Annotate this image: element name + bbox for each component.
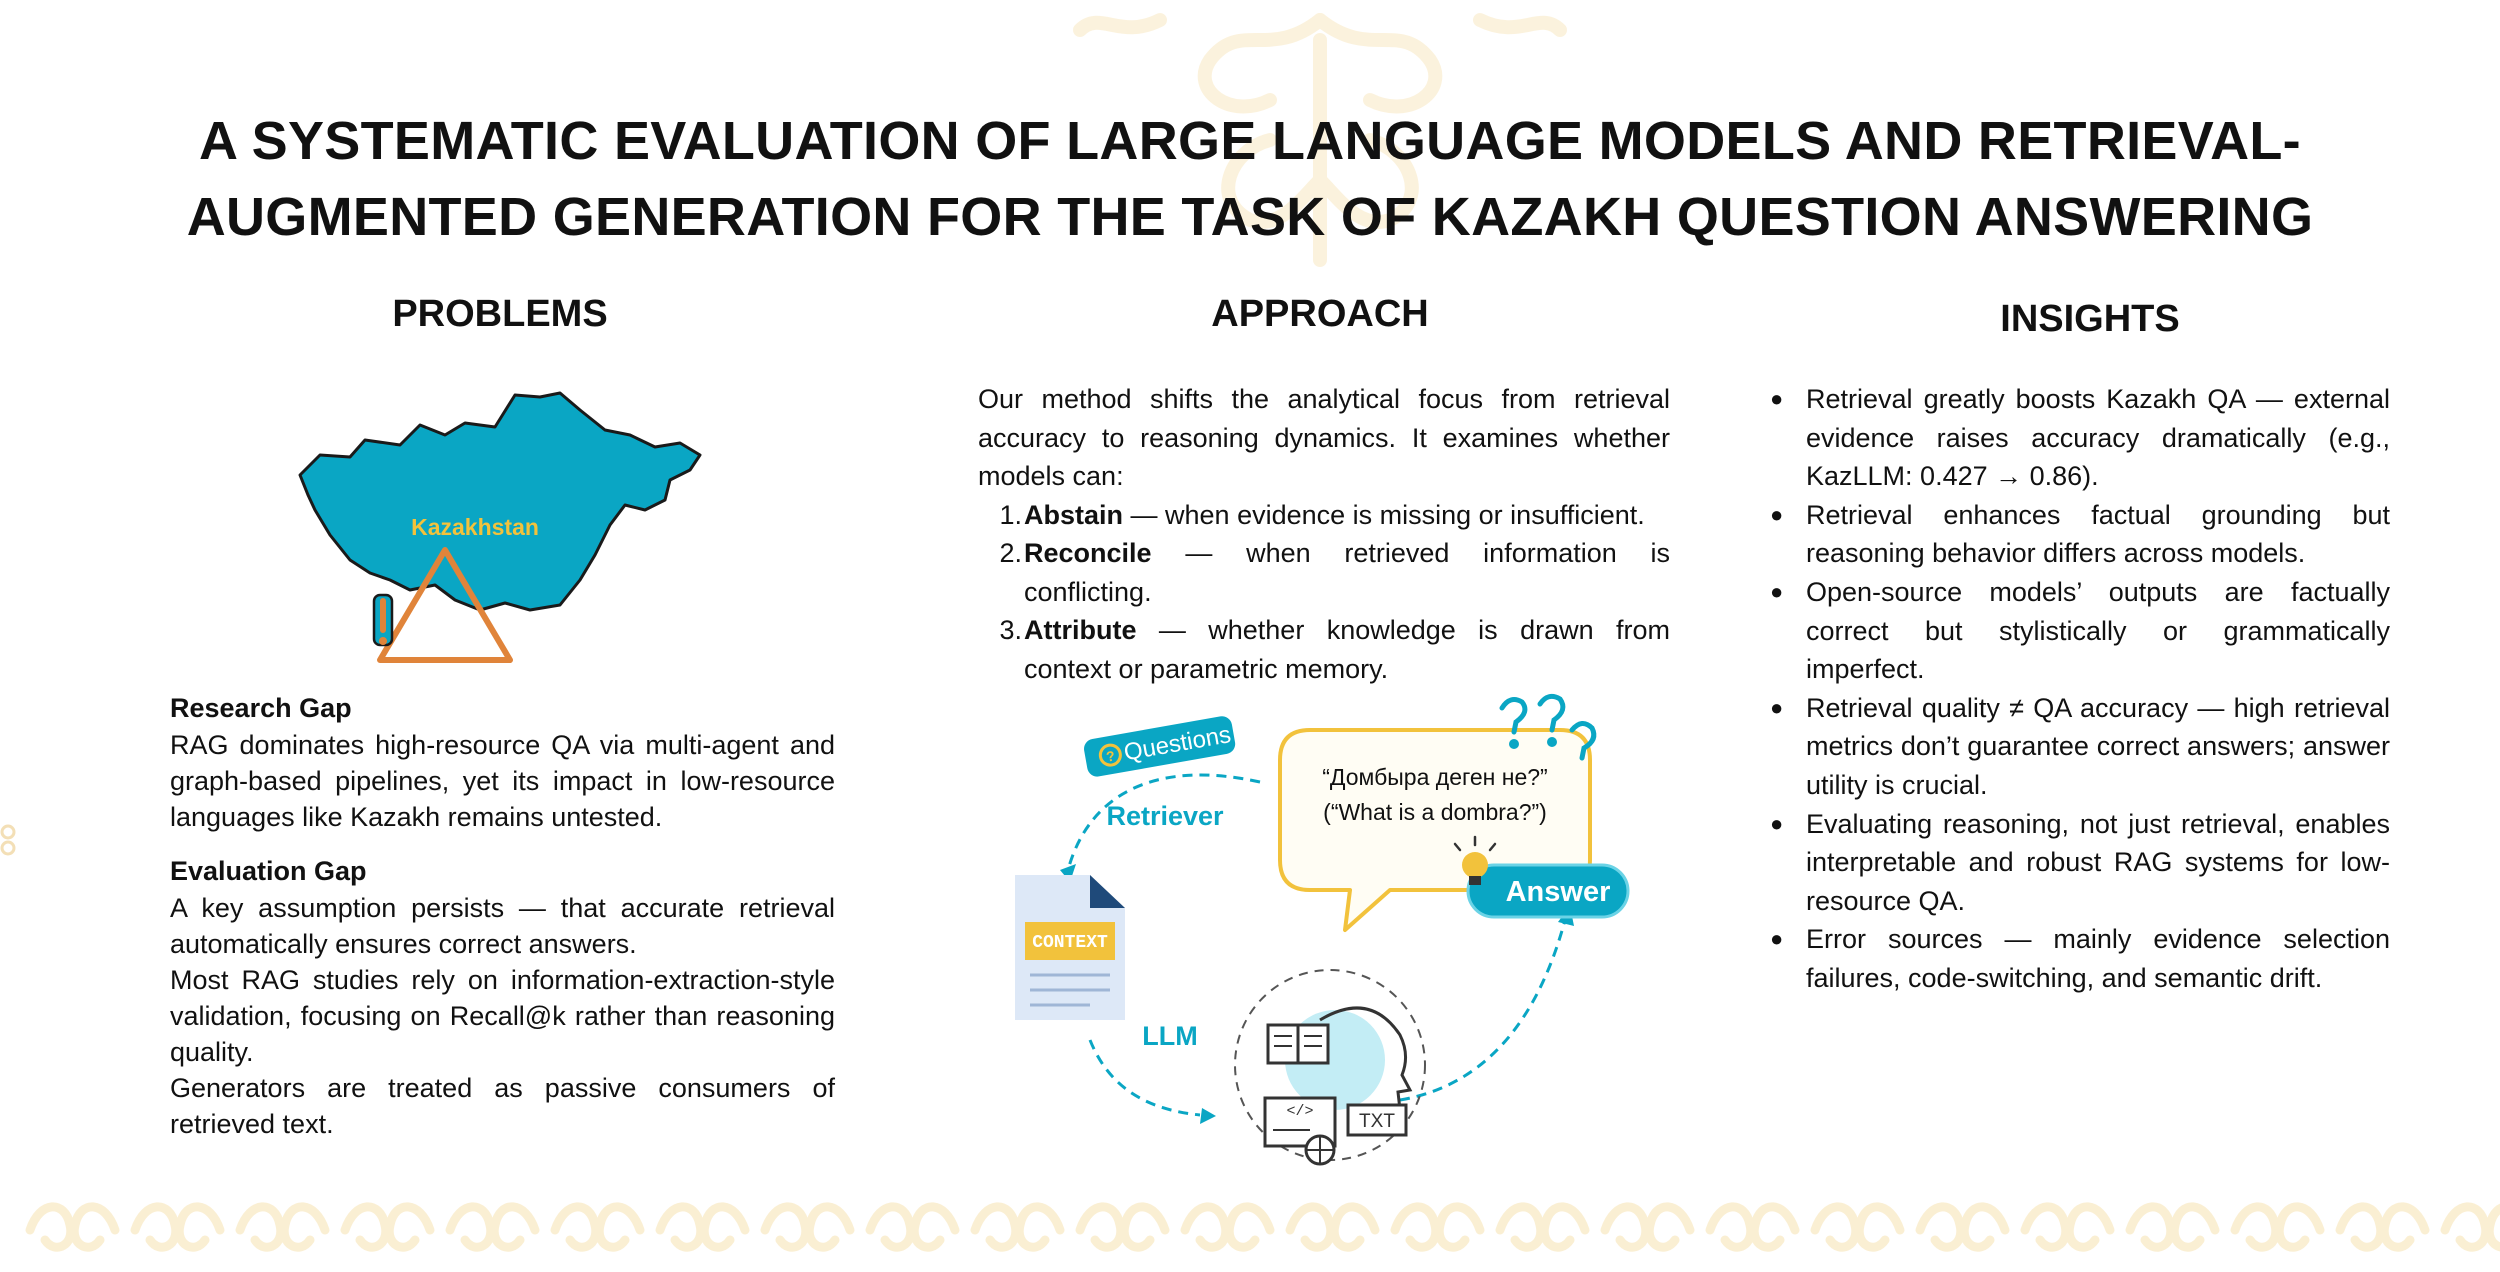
- bubble-question-english: (“What is a dombra?”): [1323, 799, 1547, 825]
- ornament-motif: [660, 1207, 745, 1247]
- map-label: Kazakhstan: [411, 514, 539, 540]
- ornament-motif: [1185, 1207, 1270, 1247]
- ornament-motif: [2340, 1207, 2425, 1247]
- ornament-motif: [1080, 1207, 1165, 1247]
- approach-term: Attribute: [1024, 615, 1137, 645]
- insights-heading: INSIGHTS: [2000, 298, 2180, 340]
- ornament-motif: [765, 1207, 850, 1247]
- llm-arrow: [1090, 1040, 1200, 1115]
- problems-text: [170, 690, 835, 1142]
- ornament-motif: [555, 1207, 640, 1247]
- insights-text: [1770, 380, 2390, 998]
- insight-item: ● Retrieval greatly boosts Kazakh QA — external evidence raises accuracy dramatically (e.g., KazLLM: 0.427 → 0.86).: [1770, 384, 2390, 492]
- insights-list: [1770, 380, 2390, 998]
- insight-item: ● Retrieval quality ≠ QA accuracy — high retrieval metrics don’t guarantee correct answers; answer utility is crucial.: [1770, 692, 2390, 800]
- ornament-motif: [135, 1207, 220, 1247]
- approach-term: Abstain: [1024, 499, 1124, 530]
- llm-processing-icon: [1235, 970, 1425, 1164]
- ornament-bottom: [0, 1185, 2500, 1272]
- evaluation-gap-paragraph: A key assumption persists — that accurate retrieval automatically ensures correct answers.: [170, 893, 835, 959]
- retriever-label: Retriever: [1106, 801, 1224, 831]
- ornament-motif: [30, 1207, 115, 1247]
- poster-title: A SYSTEMATIC EVALUATION OF LARGE LANGUAGE MODELS AND RETRIEVAL-AUGMENTED GENERATION FOR THE TASK OF KAZAKH QUESTION ANSWERING: [186, 111, 2314, 247]
- research-gap-text: RAG dominates high-resource QA via multi-agent and graph-based pipelines, yet its impact in low-resource languages like Kazakh remains untested.: [170, 730, 835, 832]
- research-gap-label: Research Gap: [170, 693, 352, 723]
- approach-list: [978, 496, 1670, 689]
- ornament-motif: [975, 1207, 1060, 1247]
- questions-label: Questions: [1121, 721, 1233, 767]
- ornament-motif: [1500, 1207, 1585, 1247]
- ornament-motif: [450, 1207, 535, 1247]
- bubble-question-kazakh: “Домбыра деген не?”: [1322, 764, 1548, 790]
- code-label: </>: [1286, 1103, 1314, 1120]
- svg-text:?: ?: [1104, 747, 1117, 765]
- approach-item: 1. Abstain — when evidence is missing or insufficient.: [999, 499, 1645, 530]
- ornament-motif: [2445, 1207, 2500, 1247]
- ornament-motif: [345, 1207, 430, 1247]
- ornament-motif: [1815, 1207, 1900, 1247]
- ornament-left: [0, 820, 20, 860]
- answer-label: Answer: [1505, 876, 1611, 908]
- approach-item: 3. Attribute — whether knowledge is drawn from context or parametric memory.: [999, 615, 1670, 684]
- ornament-motif: [1395, 1207, 1480, 1247]
- ornament-motif: [2130, 1207, 2215, 1247]
- ornament-motif: [1710, 1207, 1795, 1247]
- insight-item: ● Open-source models’ outputs are factually correct but stylistically or grammatically imperfect.: [1770, 576, 2390, 685]
- evaluation-gap-paragraph: Generators are treated as passive consumers of retrieved text.: [170, 1073, 835, 1139]
- ornament-motif: [870, 1207, 955, 1247]
- approach-text: [978, 380, 1670, 688]
- evaluation-gap-paragraph: Most RAG studies rely on information-extraction-style validation, focusing on Recall@k rather than reasoning quality.: [170, 965, 835, 1067]
- llm-label: LLM: [1142, 1021, 1198, 1051]
- questions-tag: [1082, 715, 1236, 778]
- ornament-motif: [1605, 1207, 1690, 1247]
- insight-item: ● Error sources — mainly evidence selection failures, code-switching, and semantic drift.: [1770, 924, 2390, 993]
- ornament-motif: [2235, 1207, 2320, 1247]
- insight-item: ● Evaluating reasoning, not just retrieval, enables interpretable and robust RAG systems for low-resource QA.: [1770, 808, 2390, 916]
- approach-intro: Our method shifts the analytical focus from retrieval accuracy to reasoning dynamics. It examines whether models can:: [978, 384, 1670, 491]
- ornament-motif: [1290, 1207, 1375, 1247]
- ornament-motif: [240, 1207, 325, 1247]
- kazakhstan-shape: [300, 393, 700, 610]
- context-label: CONTEXT: [1032, 933, 1108, 953]
- rag-pipeline-diagram: [990, 690, 1650, 1180]
- kazakhstan-map: [260, 385, 710, 675]
- txt-label: TXT: [1359, 1111, 1395, 1132]
- evaluation-gap-label: Evaluation Gap: [170, 856, 367, 886]
- problems-heading: PROBLEMS: [392, 293, 608, 335]
- approach-item: 2. Reconcile — when retrieved information is conflicting.: [999, 538, 1670, 607]
- ornament-motif: [1920, 1207, 2005, 1247]
- approach-heading: APPROACH: [1211, 293, 1429, 335]
- context-document-icon: [1015, 875, 1125, 1020]
- approach-term: Reconcile: [1024, 538, 1152, 568]
- insight-item: ● Retrieval enhances factual grounding but reasoning behavior differs across models.: [1770, 499, 2390, 569]
- ornament-motif: [2025, 1207, 2110, 1247]
